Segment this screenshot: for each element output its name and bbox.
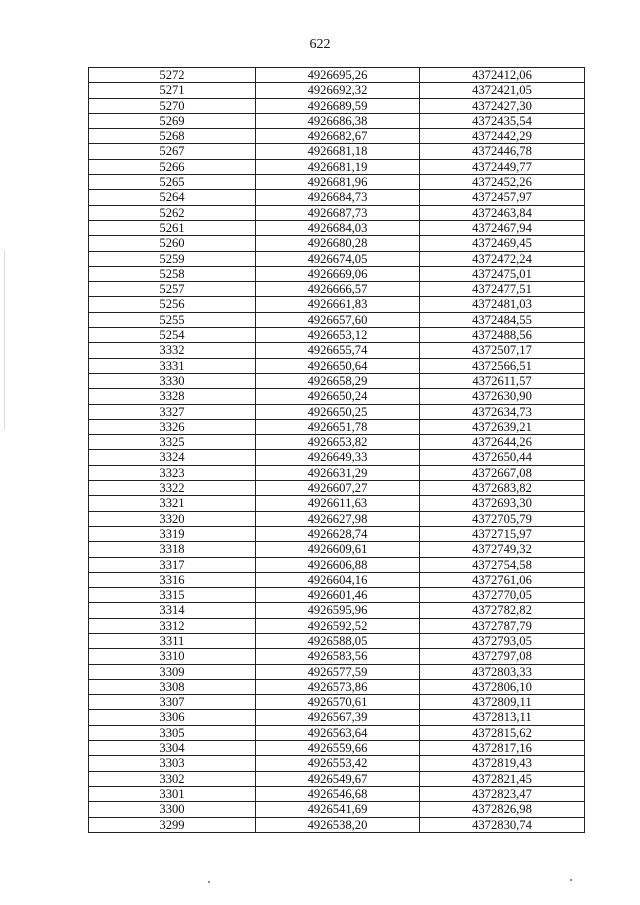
x-coordinate-cell: 4926570,61 <box>256 695 420 710</box>
y-coordinate-cell: 4372667,08 <box>420 465 585 480</box>
table-row <box>89 710 585 725</box>
table-row <box>89 496 585 511</box>
table-row <box>89 435 585 450</box>
point-number-cell: 5264 <box>89 190 256 205</box>
y-coordinate-cell: 4372815,62 <box>420 725 585 740</box>
table-row <box>89 98 585 113</box>
table-row <box>89 756 585 771</box>
table-row <box>89 358 585 373</box>
x-coordinate-cell: 4926577,59 <box>256 664 420 679</box>
x-coordinate-cell: 4926674,05 <box>256 251 420 266</box>
point-number-cell: 3303 <box>89 756 256 771</box>
coordinates-table <box>88 67 585 833</box>
scan-margin-line <box>4 250 5 430</box>
y-coordinate-cell: 4372650,44 <box>420 450 585 465</box>
point-number-cell: 5270 <box>89 98 256 113</box>
x-coordinate-cell: 4926607,27 <box>256 481 420 496</box>
table-row <box>89 465 585 480</box>
point-number-cell: 3310 <box>89 649 256 664</box>
table-row <box>89 343 585 358</box>
y-coordinate-cell: 4372813,11 <box>420 710 585 725</box>
scan-dot-mark <box>208 881 210 883</box>
y-coordinate-cell: 4372770,05 <box>420 588 585 603</box>
y-coordinate-cell: 4372809,11 <box>420 695 585 710</box>
x-coordinate-cell: 4926649,33 <box>256 450 420 465</box>
point-number-cell: 3300 <box>89 802 256 817</box>
point-number-cell: 3324 <box>89 450 256 465</box>
table-row <box>89 511 585 526</box>
table-row <box>89 695 585 710</box>
y-coordinate-cell: 4372705,79 <box>420 511 585 526</box>
y-coordinate-cell: 4372683,82 <box>420 481 585 496</box>
table-row <box>89 251 585 266</box>
point-number-cell: 3318 <box>89 542 256 557</box>
point-number-cell: 5261 <box>89 220 256 235</box>
y-coordinate-cell: 4372821,45 <box>420 771 585 786</box>
y-coordinate-cell: 4372817,16 <box>420 741 585 756</box>
table-row <box>89 450 585 465</box>
y-coordinate-cell: 4372566,51 <box>420 358 585 373</box>
x-coordinate-cell: 4926604,16 <box>256 572 420 587</box>
y-coordinate-cell: 4372467,94 <box>420 220 585 235</box>
point-number-cell: 5267 <box>89 144 256 159</box>
point-number-cell: 5260 <box>89 236 256 251</box>
x-coordinate-cell: 4926627,98 <box>256 511 420 526</box>
y-coordinate-cell: 4372446,78 <box>420 144 585 159</box>
point-number-cell: 3301 <box>89 786 256 801</box>
y-coordinate-cell: 4372715,97 <box>420 526 585 541</box>
y-coordinate-cell: 4372830,74 <box>420 817 585 832</box>
point-number-cell: 3315 <box>89 588 256 603</box>
x-coordinate-cell: 4926628,74 <box>256 526 420 541</box>
x-coordinate-cell: 4926653,82 <box>256 435 420 450</box>
point-number-cell: 3306 <box>89 710 256 725</box>
x-coordinate-cell: 4926553,42 <box>256 756 420 771</box>
table-row <box>89 404 585 419</box>
point-number-cell: 3332 <box>89 343 256 358</box>
table-row <box>89 83 585 98</box>
point-number-cell: 3302 <box>89 771 256 786</box>
y-coordinate-cell: 4372611,57 <box>420 373 585 388</box>
x-coordinate-cell: 4926601,46 <box>256 588 420 603</box>
x-coordinate-cell: 4926655,74 <box>256 343 420 358</box>
y-coordinate-cell: 4372442,29 <box>420 129 585 144</box>
y-coordinate-cell: 4372452,26 <box>420 175 585 190</box>
x-coordinate-cell: 4926583,56 <box>256 649 420 664</box>
table-row <box>89 312 585 327</box>
x-coordinate-cell: 4926695,26 <box>256 68 420 83</box>
point-number-cell: 5268 <box>89 129 256 144</box>
y-coordinate-cell: 4372823,47 <box>420 786 585 801</box>
table-row <box>89 649 585 664</box>
x-coordinate-cell: 4926684,03 <box>256 220 420 235</box>
y-coordinate-cell: 4372481,03 <box>420 297 585 312</box>
point-number-cell: 5262 <box>89 205 256 220</box>
table-row <box>89 557 585 572</box>
table-row <box>89 588 585 603</box>
table-row <box>89 282 585 297</box>
y-coordinate-cell: 4372472,24 <box>420 251 585 266</box>
x-coordinate-cell: 4926686,38 <box>256 113 420 128</box>
point-number-cell: 5271 <box>89 83 256 98</box>
x-coordinate-cell: 4926606,88 <box>256 557 420 572</box>
point-number-cell: 5257 <box>89 282 256 297</box>
y-coordinate-cell: 4372507,17 <box>420 343 585 358</box>
table-row <box>89 129 585 144</box>
x-coordinate-cell: 4926669,06 <box>256 266 420 281</box>
point-number-cell: 5272 <box>89 68 256 83</box>
point-number-cell: 5254 <box>89 328 256 343</box>
table-row <box>89 679 585 694</box>
point-number-cell: 3331 <box>89 358 256 373</box>
x-coordinate-cell: 4926682,67 <box>256 129 420 144</box>
point-number-cell: 3312 <box>89 618 256 633</box>
y-coordinate-cell: 4372797,08 <box>420 649 585 664</box>
point-number-cell: 3314 <box>89 603 256 618</box>
point-number-cell: 3325 <box>89 435 256 450</box>
table-row <box>89 664 585 679</box>
y-coordinate-cell: 4372693,30 <box>420 496 585 511</box>
table-row <box>89 618 585 633</box>
y-coordinate-cell: 4372819,43 <box>420 756 585 771</box>
table-row <box>89 419 585 434</box>
point-number-cell: 3309 <box>89 664 256 679</box>
x-coordinate-cell: 4926658,29 <box>256 373 420 388</box>
table-row <box>89 328 585 343</box>
point-number-cell: 3308 <box>89 679 256 694</box>
y-coordinate-cell: 4372449,77 <box>420 159 585 174</box>
y-coordinate-cell: 4372761,06 <box>420 572 585 587</box>
x-coordinate-cell: 4926681,96 <box>256 175 420 190</box>
y-coordinate-cell: 4372803,33 <box>420 664 585 679</box>
table-row <box>89 297 585 312</box>
y-coordinate-cell: 4372754,58 <box>420 557 585 572</box>
y-coordinate-cell: 4372806,10 <box>420 679 585 694</box>
page-number: 622 <box>309 37 331 52</box>
y-coordinate-cell: 4372477,51 <box>420 282 585 297</box>
x-coordinate-cell: 4926573,86 <box>256 679 420 694</box>
x-coordinate-cell: 4926681,18 <box>256 144 420 159</box>
y-coordinate-cell: 4372469,45 <box>420 236 585 251</box>
y-coordinate-cell: 4372427,30 <box>420 98 585 113</box>
x-coordinate-cell: 4926541,69 <box>256 802 420 817</box>
scan-dot-mark <box>570 879 572 881</box>
x-coordinate-cell: 4926563,64 <box>256 725 420 740</box>
x-coordinate-cell: 4926559,66 <box>256 741 420 756</box>
point-number-cell: 5266 <box>89 159 256 174</box>
y-coordinate-cell: 4372488,56 <box>420 328 585 343</box>
x-coordinate-cell: 4926611,63 <box>256 496 420 511</box>
x-coordinate-cell: 4926631,29 <box>256 465 420 480</box>
table-row <box>89 205 585 220</box>
x-coordinate-cell: 4926549,67 <box>256 771 420 786</box>
point-number-cell: 3305 <box>89 725 256 740</box>
table-row <box>89 144 585 159</box>
x-coordinate-cell: 4926687,73 <box>256 205 420 220</box>
point-number-cell: 3304 <box>89 741 256 756</box>
x-coordinate-cell: 4926538,20 <box>256 817 420 832</box>
point-number-cell: 5258 <box>89 266 256 281</box>
x-coordinate-cell: 4926546,68 <box>256 786 420 801</box>
point-number-cell: 3330 <box>89 373 256 388</box>
point-number-cell: 3326 <box>89 419 256 434</box>
point-number-cell: 5259 <box>89 251 256 266</box>
y-coordinate-cell: 4372463,84 <box>420 205 585 220</box>
table-row <box>89 802 585 817</box>
table-row <box>89 786 585 801</box>
point-number-cell: 5269 <box>89 113 256 128</box>
y-coordinate-cell: 4372787,79 <box>420 618 585 633</box>
y-coordinate-cell: 4372484,55 <box>420 312 585 327</box>
x-coordinate-cell: 4926592,52 <box>256 618 420 633</box>
x-coordinate-cell: 4926661,83 <box>256 297 420 312</box>
y-coordinate-cell: 4372412,06 <box>420 68 585 83</box>
table-row <box>89 68 585 83</box>
x-coordinate-cell: 4926650,64 <box>256 358 420 373</box>
x-coordinate-cell: 4926689,59 <box>256 98 420 113</box>
point-number-cell: 3316 <box>89 572 256 587</box>
point-number-cell: 3328 <box>89 389 256 404</box>
y-coordinate-cell: 4372634,73 <box>420 404 585 419</box>
table-row <box>89 817 585 832</box>
table-row <box>89 526 585 541</box>
point-number-cell: 3311 <box>89 633 256 648</box>
table-row <box>89 236 585 251</box>
y-coordinate-cell: 4372782,82 <box>420 603 585 618</box>
y-coordinate-cell: 4372457,97 <box>420 190 585 205</box>
point-number-cell: 3327 <box>89 404 256 419</box>
point-number-cell: 3307 <box>89 695 256 710</box>
y-coordinate-cell: 4372793,05 <box>420 633 585 648</box>
x-coordinate-cell: 4926588,05 <box>256 633 420 648</box>
table-row <box>89 771 585 786</box>
point-number-cell: 5255 <box>89 312 256 327</box>
point-number-cell: 3323 <box>89 465 256 480</box>
table-row <box>89 113 585 128</box>
x-coordinate-cell: 4926567,39 <box>256 710 420 725</box>
y-coordinate-cell: 4372644,26 <box>420 435 585 450</box>
x-coordinate-cell: 4926692,32 <box>256 83 420 98</box>
x-coordinate-cell: 4926595,96 <box>256 603 420 618</box>
table-row <box>89 266 585 281</box>
table-row <box>89 542 585 557</box>
x-coordinate-cell: 4926609,61 <box>256 542 420 557</box>
x-coordinate-cell: 4926680,28 <box>256 236 420 251</box>
coordinates-table-body <box>89 68 585 833</box>
x-coordinate-cell: 4926684,73 <box>256 190 420 205</box>
x-coordinate-cell: 4926651,78 <box>256 419 420 434</box>
table-row <box>89 481 585 496</box>
x-coordinate-cell: 4926650,24 <box>256 389 420 404</box>
point-number-cell: 3321 <box>89 496 256 511</box>
y-coordinate-cell: 4372826,98 <box>420 802 585 817</box>
x-coordinate-cell: 4926681,19 <box>256 159 420 174</box>
table-row <box>89 373 585 388</box>
y-coordinate-cell: 4372475,01 <box>420 266 585 281</box>
table-row <box>89 159 585 174</box>
y-coordinate-cell: 4372639,21 <box>420 419 585 434</box>
y-coordinate-cell: 4372749,32 <box>420 542 585 557</box>
table-row <box>89 603 585 618</box>
table-row <box>89 175 585 190</box>
x-coordinate-cell: 4926657,60 <box>256 312 420 327</box>
x-coordinate-cell: 4926653,12 <box>256 328 420 343</box>
y-coordinate-cell: 4372630,90 <box>420 389 585 404</box>
point-number-cell: 5265 <box>89 175 256 190</box>
table-row <box>89 741 585 756</box>
y-coordinate-cell: 4372421,05 <box>420 83 585 98</box>
table-row <box>89 220 585 235</box>
point-number-cell: 3322 <box>89 481 256 496</box>
point-number-cell: 3317 <box>89 557 256 572</box>
table-row <box>89 389 585 404</box>
table-row <box>89 725 585 740</box>
table-row <box>89 190 585 205</box>
y-coordinate-cell: 4372435,54 <box>420 113 585 128</box>
point-number-cell: 3320 <box>89 511 256 526</box>
x-coordinate-cell: 4926650,25 <box>256 404 420 419</box>
table-row <box>89 633 585 648</box>
point-number-cell: 5256 <box>89 297 256 312</box>
point-number-cell: 3319 <box>89 526 256 541</box>
point-number-cell: 3299 <box>89 817 256 832</box>
table-row <box>89 572 585 587</box>
x-coordinate-cell: 4926666,57 <box>256 282 420 297</box>
